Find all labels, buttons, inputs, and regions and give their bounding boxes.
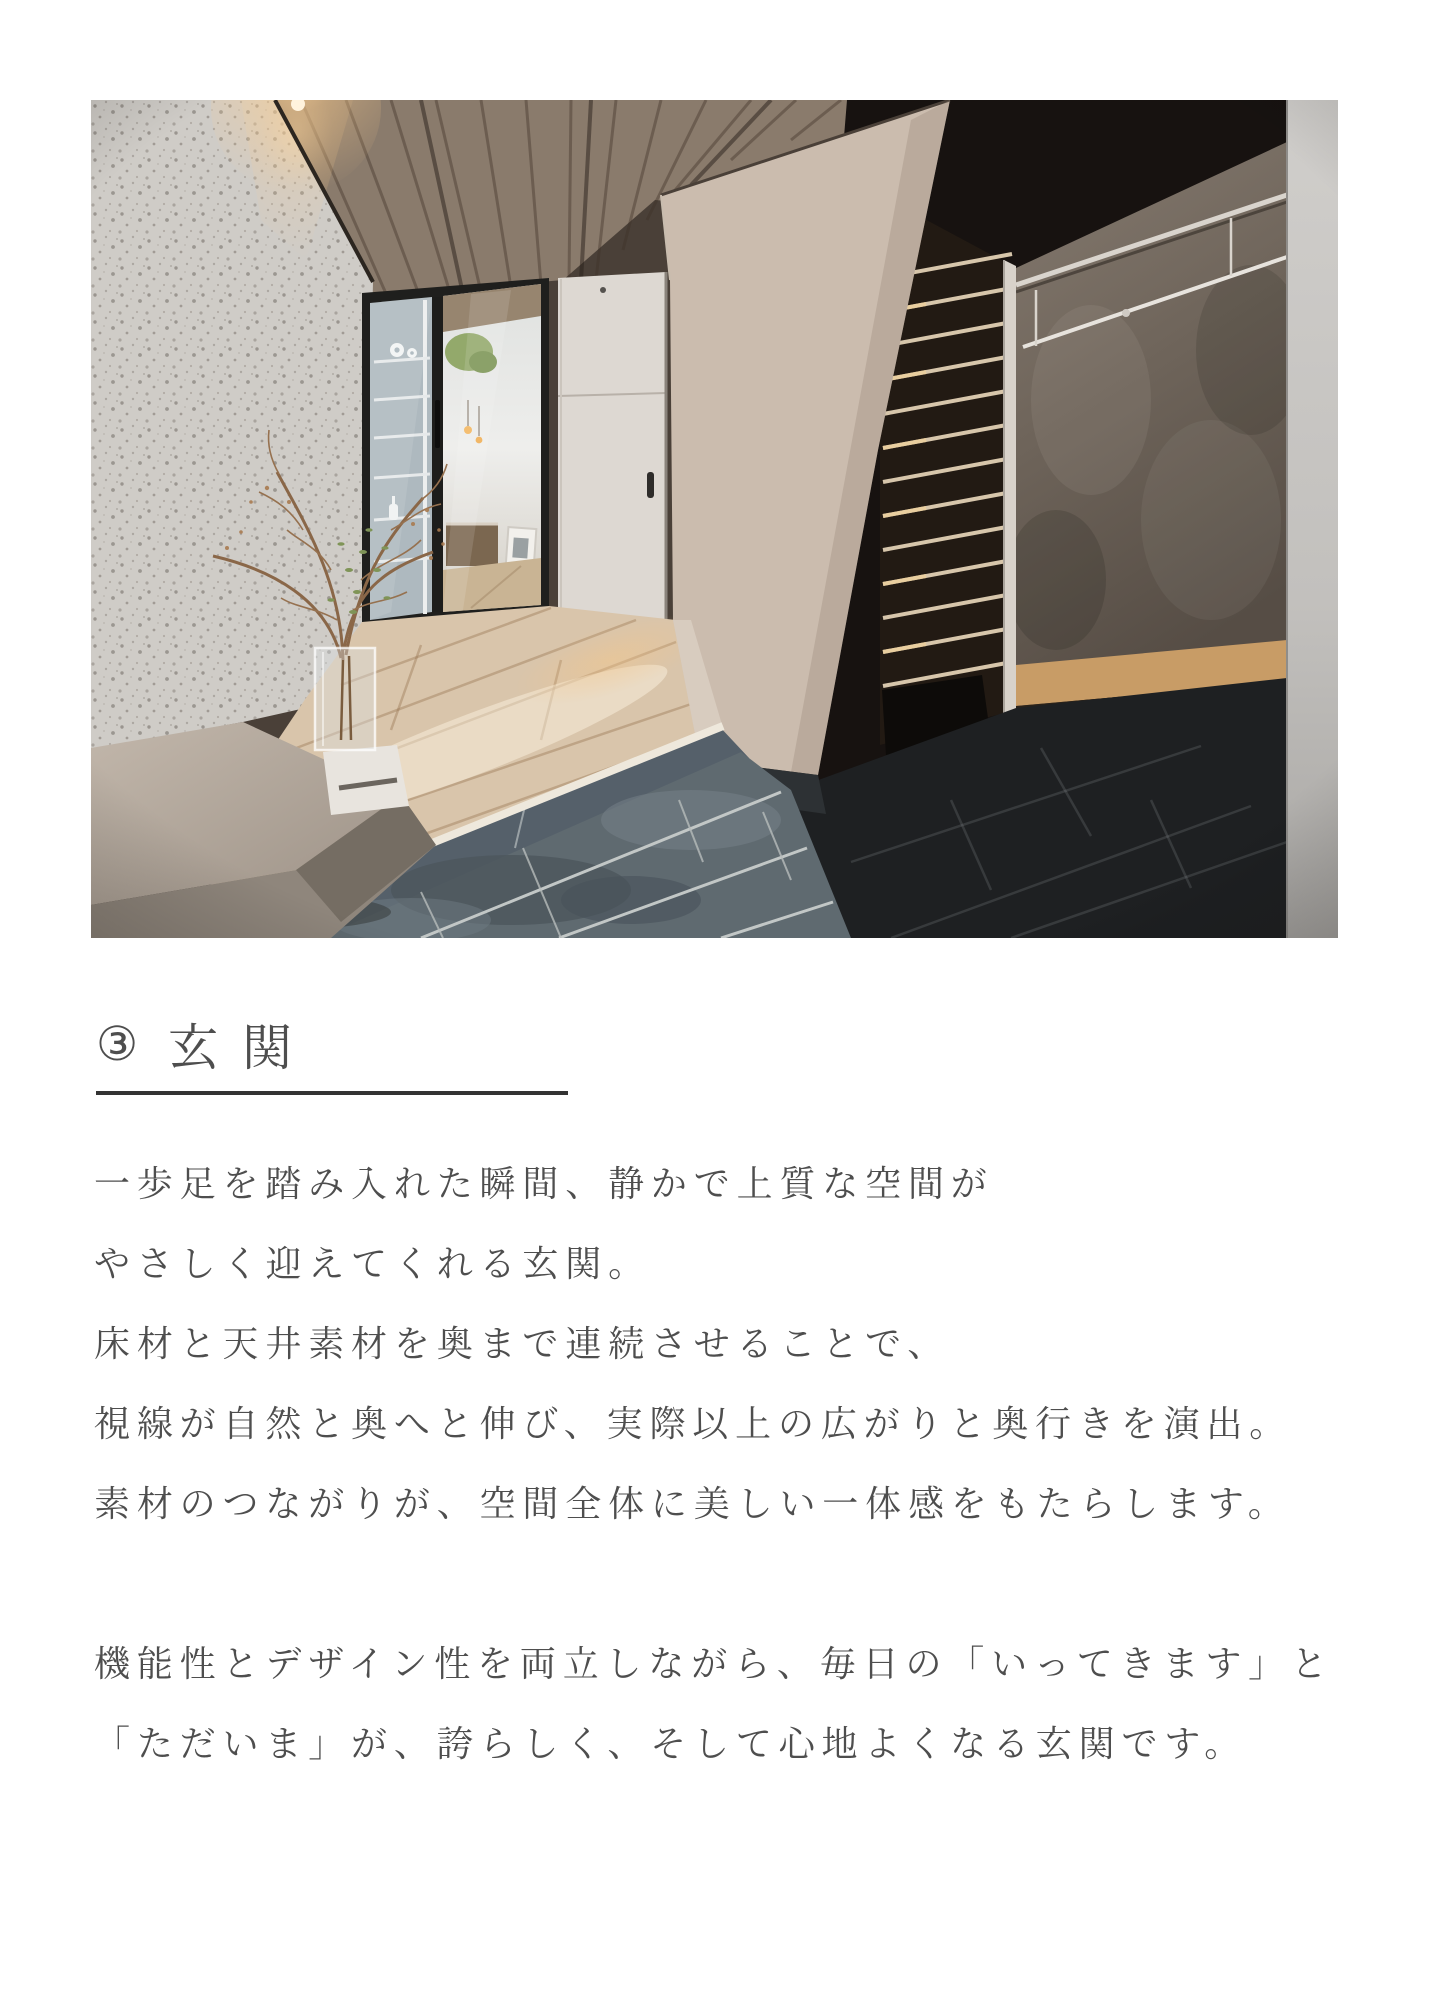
- genkan-photo: [91, 100, 1338, 938]
- section-number: ③: [96, 1017, 139, 1070]
- section-heading: [96, 1008, 316, 1080]
- text-line: 素材のつながりが、空間全体に美しい一体感をもたらします。: [94, 1483, 1291, 1524]
- vignette: [91, 100, 1338, 938]
- text-line: 一歩足を踏み入れた瞬間、静かで上質な空間が: [94, 1163, 994, 1204]
- text-line: 床材と天井素材を奥まで連続させることで、: [94, 1323, 951, 1364]
- heading-underline: [96, 1091, 568, 1095]
- paragraph-gap: [94, 1544, 1334, 1624]
- genkan-photo-illustration: [91, 100, 1338, 938]
- section-body: [94, 1144, 1334, 1784]
- text-line: 「ただいま」が、誇らしく、そして心地よくなる玄関です。: [94, 1723, 1248, 1764]
- text-line: 機能性とデザイン性を両立しながら、毎日の「いってきます」と: [94, 1643, 1334, 1684]
- text-line: 視線が自然と奥へと伸び、実際以上の広がりと奥行きを演出。: [94, 1403, 1293, 1444]
- text-line: やさしく迎えてくれる玄関。: [94, 1243, 651, 1284]
- section-title: 玄関: [168, 1020, 317, 1076]
